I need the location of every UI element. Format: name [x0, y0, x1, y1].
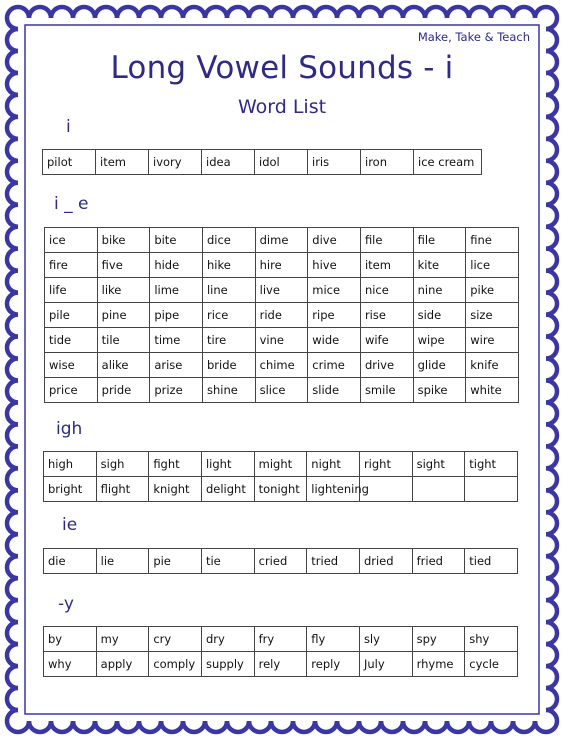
word-cell: supply — [201, 652, 254, 677]
table-row — [44, 549, 518, 574]
word-table-igh — [43, 451, 518, 502]
word-cell: pipe — [150, 303, 203, 328]
word-cell: pine — [97, 303, 150, 328]
page-title: Long Vowel Sounds - i — [110, 50, 454, 86]
word-cell: dime — [255, 228, 308, 253]
word-cell: file — [413, 228, 466, 253]
table-row — [45, 228, 519, 253]
word-cell: rhyme — [412, 652, 465, 677]
word-cell: line — [202, 278, 255, 303]
word-cell: glide — [413, 353, 466, 378]
word-cell: wise — [45, 353, 98, 378]
word-cell: dried — [359, 549, 412, 574]
word-cell: lime — [150, 278, 203, 303]
word-cell: fried — [412, 549, 465, 574]
word-cell: night — [307, 452, 360, 477]
word-cell: side — [413, 303, 466, 328]
word-cell: shy — [465, 627, 518, 652]
word-cell: fine — [466, 228, 519, 253]
word-cell — [465, 477, 518, 502]
word-cell: slide — [308, 378, 361, 403]
word-cell — [412, 477, 465, 502]
word-cell: five — [97, 253, 150, 278]
table-row — [43, 150, 482, 175]
table-row — [45, 378, 519, 403]
table-row — [45, 278, 519, 303]
word-cell: time — [150, 328, 203, 353]
word-cell: hive — [308, 253, 361, 278]
word-cell: light — [201, 452, 254, 477]
word-cell: why — [44, 652, 97, 677]
word-cell: bright — [44, 477, 97, 502]
word-cell: spy — [412, 627, 465, 652]
word-cell: alike — [97, 353, 150, 378]
word-cell: ripe — [308, 303, 361, 328]
section-heading-ie: ie — [62, 515, 78, 535]
word-cell: tried — [307, 549, 360, 574]
word-cell: sigh — [96, 452, 149, 477]
word-cell: iron — [361, 150, 414, 175]
word-cell: prize — [150, 378, 203, 403]
word-cell: lice — [466, 253, 519, 278]
word-cell: apply — [96, 652, 149, 677]
table-row — [45, 253, 519, 278]
word-cell: fight — [149, 452, 202, 477]
word-cell: high — [44, 452, 97, 477]
word-cell: cry — [149, 627, 202, 652]
word-cell: vine — [255, 328, 308, 353]
page-subtitle: Word List — [237, 96, 327, 118]
word-cell: arise — [150, 353, 203, 378]
word-cell: cried — [254, 549, 307, 574]
word-cell: sight — [412, 452, 465, 477]
word-cell: ice cream — [414, 150, 482, 175]
word-cell: smile — [360, 378, 413, 403]
word-cell: tight — [465, 452, 518, 477]
word-cell: tied — [465, 549, 518, 574]
word-cell: iris — [308, 150, 361, 175]
word-cell: hire — [255, 253, 308, 278]
word-cell: July — [359, 652, 412, 677]
word-cell: price — [45, 378, 98, 403]
word-cell: idea — [202, 150, 255, 175]
table-row — [45, 353, 519, 378]
word-cell: pile — [45, 303, 98, 328]
word-cell: mice — [308, 278, 361, 303]
word-cell: pride — [97, 378, 150, 403]
word-table-i-e — [44, 227, 519, 403]
word-cell: shine — [202, 378, 255, 403]
word-cell: cycle — [465, 652, 518, 677]
word-cell: wife — [360, 328, 413, 353]
word-cell: wipe — [413, 328, 466, 353]
word-cell: item — [96, 150, 149, 175]
word-cell: size — [466, 303, 519, 328]
word-cell: lightening — [307, 477, 360, 502]
word-cell: by — [44, 627, 97, 652]
word-cell: chime — [255, 353, 308, 378]
word-cell: knife — [466, 353, 519, 378]
word-cell: nine — [413, 278, 466, 303]
section-heading-y: -y — [58, 594, 74, 614]
word-cell: fire — [45, 253, 98, 278]
word-cell: rely — [254, 652, 307, 677]
word-table-ie — [43, 548, 518, 574]
word-cell: white — [466, 378, 519, 403]
word-cell: flight — [96, 477, 149, 502]
word-cell: sly — [359, 627, 412, 652]
word-cell: knight — [149, 477, 202, 502]
word-cell: tile — [97, 328, 150, 353]
table-row — [44, 652, 518, 677]
word-cell: delight — [201, 477, 254, 502]
word-cell: might — [254, 452, 307, 477]
word-cell: tonight — [254, 477, 307, 502]
word-cell: hike — [202, 253, 255, 278]
word-table-i — [42, 149, 482, 175]
word-cell: ride — [255, 303, 308, 328]
word-cell: pike — [466, 278, 519, 303]
word-cell: die — [44, 549, 97, 574]
word-cell: pie — [149, 549, 202, 574]
table-row — [45, 303, 519, 328]
word-table-y — [43, 626, 518, 677]
table-row — [44, 452, 518, 477]
word-cell: life — [45, 278, 98, 303]
table-row — [44, 627, 518, 652]
word-cell: right — [359, 452, 412, 477]
word-cell: drive — [360, 353, 413, 378]
word-cell: pilot — [43, 150, 96, 175]
word-cell: fly — [307, 627, 360, 652]
word-cell: hide — [150, 253, 203, 278]
word-cell: rice — [202, 303, 255, 328]
word-cell: rise — [360, 303, 413, 328]
word-cell: bike — [97, 228, 150, 253]
word-cell: bite — [150, 228, 203, 253]
section-heading-igh: igh — [56, 419, 83, 439]
section-heading-i-e: i _ e — [54, 194, 89, 214]
word-cell: tie — [201, 549, 254, 574]
word-cell: file — [360, 228, 413, 253]
word-cell: item — [360, 253, 413, 278]
word-cell: tide — [45, 328, 98, 353]
word-cell: ivory — [149, 150, 202, 175]
word-cell: ice — [45, 228, 98, 253]
word-cell: dive — [308, 228, 361, 253]
word-cell: fry — [254, 627, 307, 652]
brand-label: Make, Take & Teach — [417, 30, 530, 44]
word-cell: comply — [149, 652, 202, 677]
word-cell: spike — [413, 378, 466, 403]
word-cell: my — [96, 627, 149, 652]
word-cell: lie — [96, 549, 149, 574]
word-cell: reply — [307, 652, 360, 677]
word-cell: dry — [201, 627, 254, 652]
word-cell: kite — [413, 253, 466, 278]
word-cell: crime — [308, 353, 361, 378]
word-cell: wire — [466, 328, 519, 353]
word-cell: slice — [255, 378, 308, 403]
table-row — [45, 328, 519, 353]
word-cell: bride — [202, 353, 255, 378]
word-cell: dice — [202, 228, 255, 253]
word-cell: nice — [360, 278, 413, 303]
word-cell: idol — [255, 150, 308, 175]
word-cell: wide — [308, 328, 361, 353]
section-heading-i: i — [66, 117, 71, 137]
word-cell: tire — [202, 328, 255, 353]
word-cell: like — [97, 278, 150, 303]
table-row — [44, 477, 518, 502]
word-cell: live — [255, 278, 308, 303]
